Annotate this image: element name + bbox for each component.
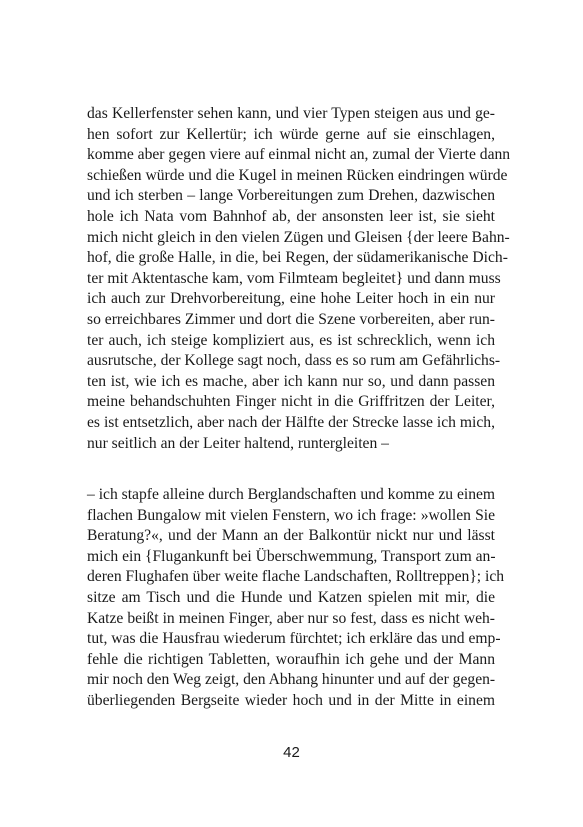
text-line: ter mit Aktentasche kam, vom Filmteam begleitet} und dann muss: [87, 269, 501, 287]
text-line: schießen würde und die Kugel in meinen Rücken eindringen würde: [87, 166, 508, 184]
text-line: komme aber gegen viere auf einmal nicht an, zumal der Vierte dann: [87, 146, 511, 164]
text-line: – ich stapfe alleine durch Berglandschaften und komme zu einem: [87, 486, 496, 503]
text-line: deren Flughafen über weite flache Landschaften, Rolltreppen}; ich: [87, 568, 505, 586]
text-line: nur seitlich an der Leiter haltend, runtergleiten –: [87, 434, 389, 452]
text-line: es ist entsetzlich, aber nach der Hälfte der Strecke lasse ich mich,: [87, 414, 495, 431]
text-line: ausrutsche, der Kollege sagt noch, dass es so rum am Gefährlichs-: [87, 352, 501, 370]
text-line: hole ich Nata vom Bahnhof ab, der ansonsten leer ist, sie sieht: [87, 208, 495, 225]
text-line: so erreichbares Zimmer und dort die Szene vorbereiten, aber run-: [87, 311, 495, 328]
text-line: mich nicht gleich in den vielen Zügen und Gleisen {der leere Bahn-: [87, 228, 510, 246]
text-line: mir noch den Weg zeigt, den Abhang hinunter und auf der gegen-: [87, 671, 496, 689]
text-line: fehle die richtigen Tabletten, woraufhin ich gehe und der Mann: [87, 650, 495, 668]
text-line: mich ein {Flugankunft bei Überschwemmung, Transport zum an-: [87, 547, 496, 565]
text-line: flachen Bungalow mit vielen Fenstern, wo ich frage: »wollen Sie: [87, 506, 495, 524]
text-line: meine behandschuhten Finger nicht in die Griffritzen der Leiter,: [87, 393, 495, 411]
text-line: hen sofort zur Kellertür; ich würde gerne auf sie einschlagen,: [87, 125, 495, 143]
text-line: Beratung?«, und der Mann an der Balkontür nickt nur und lässt: [87, 527, 495, 545]
text-line: ter auch, ich steige kompliziert aus, es ist schrecklich, wenn ich: [87, 331, 495, 349]
text-line: hof, die große Halle, in die, bei Regen, der südamerikanische Dich-: [87, 249, 508, 267]
text-line: tut, was die Hausfrau wiederum fürchtet; ich erkläre das und emp-: [87, 630, 501, 648]
text-line: überliegenden Bergseite wieder hoch und in der Mitte in einem: [87, 692, 495, 709]
text-line: Katze beißt in meinen Finger, aber nur so fest, dass es nicht weh-: [87, 609, 495, 627]
text-line: ten ist, wie ich es mache, aber ich kann nur so, und dann passen: [87, 372, 495, 390]
text-line: sitze am Tisch und die Hunde und Katzen spielen mit mir, die: [87, 589, 495, 606]
page-number: 42: [283, 744, 300, 761]
text-line: das Kellerfenster sehen kann, und vier Typen steigen aus und ge-: [87, 105, 495, 122]
text-line: ich auch zur Drehvorbereitung, eine hohe Leiter hoch in ein nur: [87, 290, 495, 308]
text-line: und ich sterben – lange Vorbereitungen zum Drehen, dazwischen: [87, 187, 495, 205]
